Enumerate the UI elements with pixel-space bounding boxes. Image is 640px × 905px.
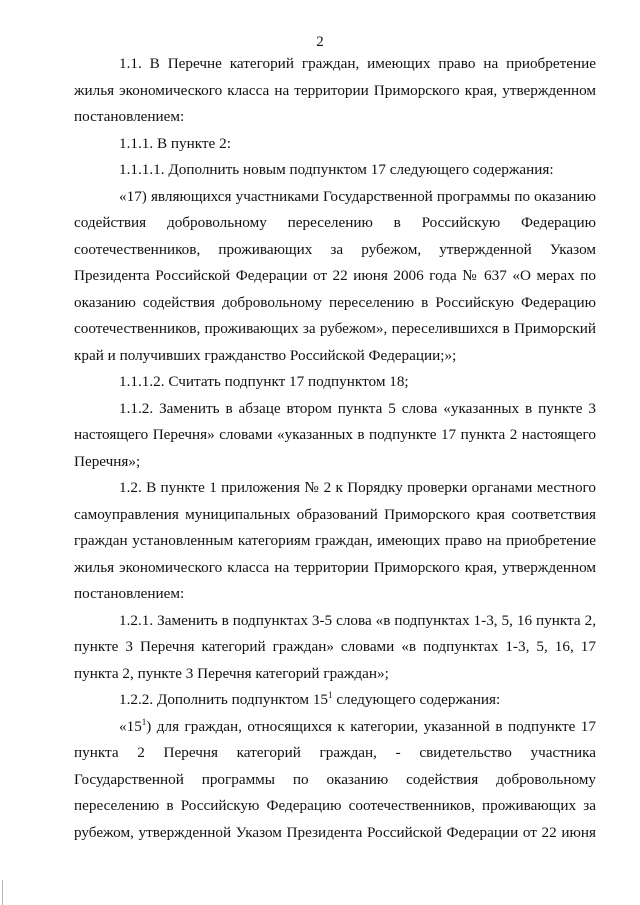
line-text: 1.2. В пункте 1 приложения № 2 к Порядку проверки органами местного (119, 479, 596, 496)
text-line (74, 820, 596, 847)
line-text: переселению в Российскую Федерацию соотечественников, проживающих за (74, 797, 596, 814)
superscript: 1 (328, 689, 333, 700)
document-body (74, 51, 596, 846)
text-line (74, 634, 596, 661)
line-text: постановлением: (74, 585, 185, 602)
line-text-continued: следующего содержания: (332, 691, 501, 708)
scan-edge-mark (2, 880, 3, 905)
text-line (74, 740, 596, 767)
text-line (74, 184, 596, 211)
line-text: жилья экономического класса на территории Приморского края, утвержденном (74, 81, 596, 99)
text-line (74, 210, 596, 237)
text-line (74, 157, 596, 184)
text-line (74, 555, 596, 582)
superscript: 1 (141, 716, 147, 727)
line-text: «17) являющихся участниками Государственной программы по оказанию (119, 187, 596, 205)
line-text: 1.1.1.2. Считать подпункт 17 подпунктом 18; (119, 373, 409, 390)
line-text: край и получивших гражданство Российской Федерации;»; (74, 346, 457, 364)
text-line (74, 343, 596, 370)
line-text: пункта 2 Перечня категорий граждан, - свидетельство участника (74, 744, 596, 761)
text-line (74, 104, 596, 131)
line-text: 1.1.2. Заменить в абзаце втором пункта 5 слова «указанных в пункте 3 (119, 399, 596, 417)
text-line (74, 608, 596, 635)
line-text: 1.2.2. Дополнить подпунктом 15 (119, 691, 329, 708)
text-line (74, 687, 596, 714)
text-line (74, 131, 596, 158)
text-line (74, 793, 596, 820)
line-text: оказанию содействия добровольному переселению в Российскую Федерацию (74, 293, 596, 311)
text-line (74, 316, 596, 343)
line-text: 1.1. В Перечне категорий граждан, имеющих право на приобретение (119, 55, 596, 72)
line-text: пункта 2, пункте 3 Перечня категорий граждан»; (74, 664, 389, 682)
line-text: соотечественников, проживающих за рубежом, утвержденной Указом (74, 240, 596, 258)
page-number: 2 (316, 34, 324, 50)
line-text: самоуправления муниципальных образований Приморского края соответствия (74, 505, 596, 523)
text-line (74, 237, 596, 264)
text-line (74, 581, 596, 608)
text-line (74, 51, 596, 78)
text-line (74, 263, 596, 290)
line-text: «15 (119, 717, 142, 735)
line-text: граждан установленным категориям граждан, имеющих право на приобретение (74, 532, 596, 549)
line-text: соотечественников, проживающих за рубежом», переселившихся в Приморский (74, 320, 596, 337)
text-line (74, 475, 596, 502)
text-line (74, 449, 596, 476)
text-line (74, 661, 596, 688)
line-text: 1.1.1. В пункте 2: (119, 134, 231, 152)
line-text: Президента Российской Федерации от 22 июня 2006 года № 637 «О мерах по (74, 267, 596, 284)
line-text: постановлением: (74, 108, 185, 125)
text-line (74, 396, 596, 423)
text-line (74, 422, 596, 449)
text-line (74, 714, 596, 741)
text-line (74, 369, 596, 396)
text-line (74, 767, 596, 794)
line-text: Государственной программы по оказанию содействия добровольному (74, 770, 596, 788)
line-text: 1.1.1.1. Дополнить новым подпунктом 17 следующего содержания: (119, 161, 554, 178)
line-text: Перечня»; (74, 452, 141, 470)
text-line (74, 290, 596, 317)
line-text-continued: ) для граждан, относящихся к категории, указанной в подпункте 17 (146, 717, 596, 735)
line-text: настоящего Перечня» словами «указанных в подпункте 17 пункта 2 настоящего (74, 426, 596, 443)
text-line (74, 528, 596, 555)
text-line (74, 78, 596, 105)
line-text: жилья экономического класса на территории Приморского края, утвержденном (74, 558, 596, 576)
line-text: содействия добровольному переселению в Российскую Федерацию (74, 214, 596, 231)
line-text: 1.2.1. Заменить в подпунктах 3-5 слова «в подпунктах 1-3, 5, 16 пункта 2, (119, 611, 596, 629)
line-text: рубежом, утвержденной Указом Президента Российской Федерации от 22 июня (74, 823, 596, 841)
text-line (74, 502, 596, 529)
line-text: пункте 3 Перечня категорий граждан» словами «в подпунктах 1-3, 5, 16, 17 (74, 638, 596, 655)
